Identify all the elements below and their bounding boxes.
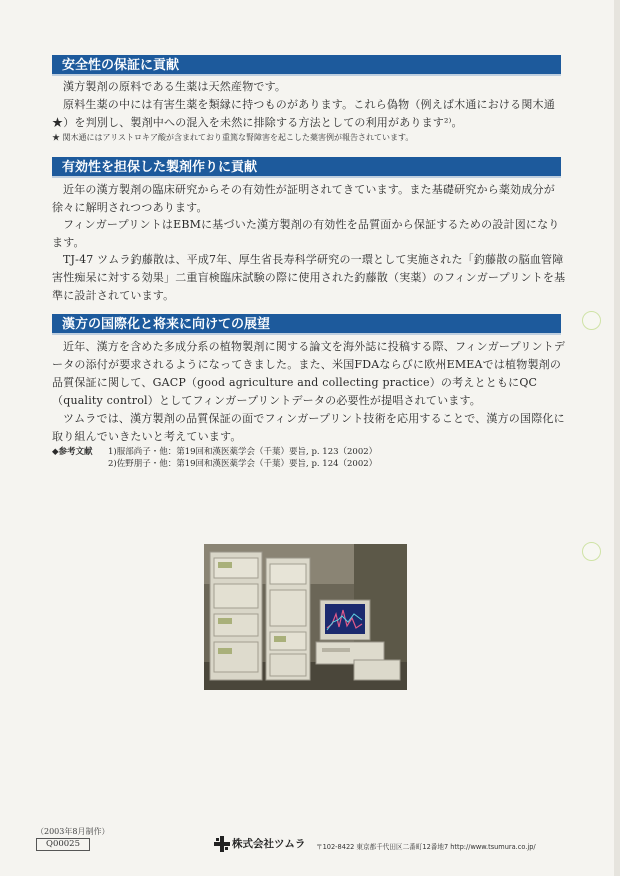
- equipment-illustration: [204, 544, 407, 690]
- hplc-equipment-photo: [204, 544, 407, 690]
- tsumura-logo-icon: [214, 836, 230, 852]
- reference-item: 2)佐野朋子・他：第19回和漢医薬学会（千葉）要旨, p. 124（2002）: [108, 459, 378, 469]
- reference-item: 1)服部尚子・他：第19回和漢医薬学会（千葉）要旨, p. 123（2002）: [108, 447, 378, 457]
- paragraph: 原料生薬の中には有害生薬を類縁に持つものがあります。これら偽物（例えば木通における関木通★）を判別し、製剤中への混入を未然に排除する方法としての利用があります²⁾。: [52, 98, 555, 129]
- company-address: 〒102-8422 東京都千代田区二番町12番地7 http://www.tsumura.co.jp/: [316, 843, 536, 851]
- paragraph: 漢方製剤の原料である生薬は天然産物です。: [63, 80, 287, 93]
- production-date: （2003年8月制作）: [36, 827, 110, 836]
- paragraph: 近年、漢方を含めた多成分系の植物製剤に関する論文を海外誌に投稿する際、フィンガープリントデータの添付が要求されるようになってきました。また、米国FDAならびに欧州EMEAでは植物製剤の品質保証に関して、GACP（good agriculture and collecting practice）の考えとともにQC（quality control）としてフィンガープリントデータの必要性が提唱されています。: [52, 340, 566, 407]
- company-name: 株式会社ツムラ: [232, 838, 306, 850]
- section-heading-efficacy: 有効性を担保した製剤作りに貢献: [52, 157, 561, 178]
- section-heading-safety: 安全性の保証に貢献: [52, 55, 561, 76]
- paragraph: 近年の漢方製剤の臨床研究からその有効性が証明されてきています。また基礎研究から薬効成分が徐々に解明されつつあります。: [52, 183, 555, 214]
- footnote: ★ 関木通にはアリストロキア酸が含まれており重篤な腎障害を起こした薬害例が報告されています。: [52, 133, 414, 142]
- references-label: ◆参考文献: [52, 447, 93, 457]
- document-code: Q00025: [36, 838, 90, 851]
- binder-hole-bottom: [582, 542, 601, 561]
- paragraph: TJ-47 ツムラ釣藤散は、平成7年、厚生省長寿科学研究の一環として実施された「釣藤散の脳血管障害性痴呆に対する効果」二重盲検臨床試験の際に使用された釣藤散（実薬）のフィンガープリントを基準に設計されています。: [52, 253, 566, 302]
- binder-hole-top: [582, 311, 601, 330]
- paragraph: フィンガープリントはEBMに基づいた漢方製剤の有効性を品質面から保証するための設計図になります。: [52, 218, 560, 249]
- page-edge: [614, 0, 620, 876]
- section-heading-international: 漢方の国際化と将来に向けての展望: [52, 314, 561, 335]
- paragraph: ツムラでは、漢方製剤の品質保証の面でフィンガープリント技術を応用することで、漢方の国際化に取り組んでいきたいと考えています。: [52, 412, 565, 443]
